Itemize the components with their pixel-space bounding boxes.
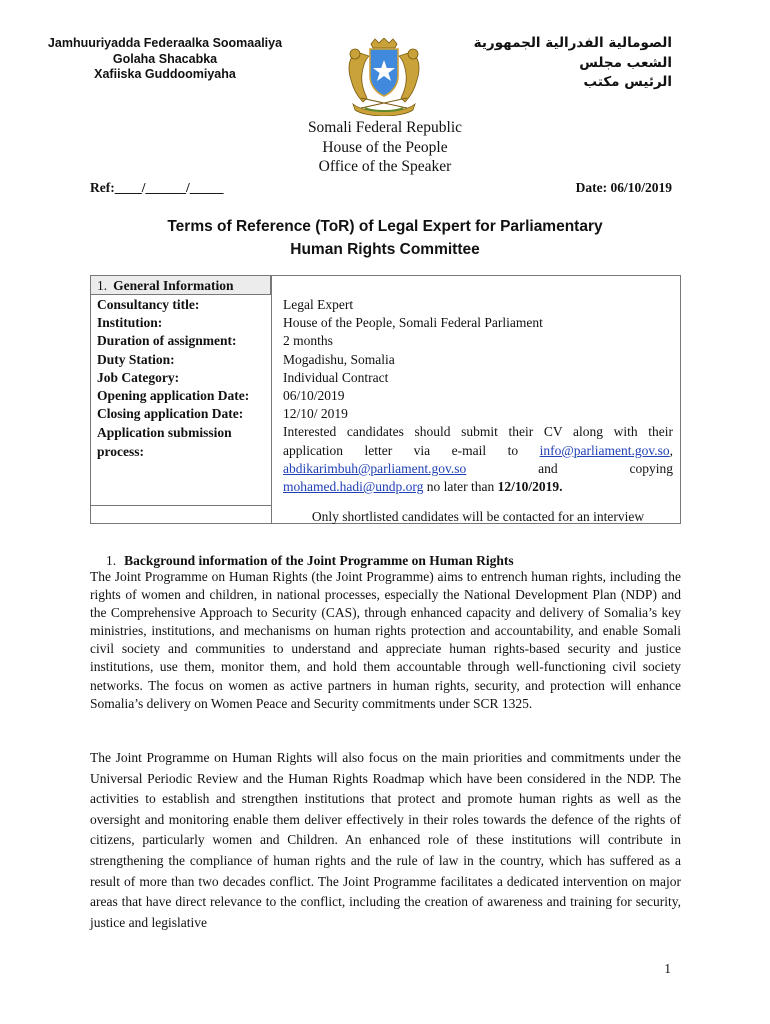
title-line: Human Rights Committee <box>290 241 480 258</box>
submission-deadline: 12/10/2019. <box>497 479 563 495</box>
header-right-line: الصومالية الفدرالية الجمهورية <box>473 35 672 51</box>
header-left-line: Golaha Shacabka <box>112 51 218 66</box>
table-label: Opening application Date: <box>97 388 250 404</box>
email-link-info[interactable]: info@parliament.gov.so <box>539 442 670 458</box>
document-title <box>90 215 680 261</box>
office-line: Office of the Speaker <box>318 158 452 175</box>
table-labels <box>97 296 267 461</box>
header-arabic-text <box>452 34 672 93</box>
table-label: Duty Station: <box>97 351 175 367</box>
table-divider <box>91 505 272 506</box>
table-value: Mogadishu, Somalia <box>283 351 395 367</box>
table-values <box>283 296 673 496</box>
shortlist-note: Only shortlisted candidates will be contacted for an interview <box>311 509 645 524</box>
header-somali-text <box>40 36 290 83</box>
somalia-coat-of-arms-emblem <box>335 38 433 116</box>
office-line: Somali Federal Republic <box>307 119 463 136</box>
header-left-line: Xafiiska Guddoomiyaha <box>94 67 236 81</box>
submission-line: Interested candidates should submit their CV along with their <box>283 424 673 440</box>
table-label: process: <box>97 443 144 459</box>
header-right-line: الرئيس مكتب <box>583 74 672 90</box>
reference-number: Ref:____/______/_____ <box>90 180 224 195</box>
office-block <box>235 118 535 177</box>
table-value: Individual Contract <box>283 369 389 385</box>
table-value: 06/10/2019 <box>283 388 345 404</box>
table-value: 2 months <box>283 333 333 349</box>
title-line: Terms of Reference (ToR) of Legal Expert for Parliamentary <box>167 218 603 235</box>
section-heading <box>97 278 234 294</box>
header-right-line: الشعب مجلس <box>579 54 672 71</box>
submission-punct: , <box>669 442 674 458</box>
background-heading <box>106 553 514 569</box>
table-label: Duration of assignment: <box>97 333 237 349</box>
table-label: Application submission <box>97 425 232 441</box>
table-label: Job Category: <box>97 369 180 385</box>
submission-text: no later than <box>426 479 495 495</box>
table-label: Closing application Date: <box>97 406 244 422</box>
section-number: 1. <box>97 278 108 293</box>
section-number: 1. <box>106 553 117 568</box>
general-information-table <box>90 275 681 524</box>
table-value: Legal Expert <box>283 297 354 312</box>
background-paragraph-2: The Joint Programme on Human Rights will also focus on the main priorities and commitments under the Universal Periodic Review and the Human Rights Roadmap which have been considered in the NDP. The activities to establish and strengthen institutions that protect and promote human rights as well as the oversight and monitoring enable them deliver effectively in their roles towards the defence of the rights of citizens, particularly women and Children. An enhanced role of these institutions will contribute in strengthening the compliance of human rights and the rule of law in the country, which has suffered as a result of more than two decades conflict. The Joint Programme facilitates a dedicated intervention on major areas that have direct relevance to the conflict, including the creation of awareness and training for security, justice and legislative <box>90 750 681 930</box>
background-paragraph-1: The Joint Programme on Human Rights (the Joint Programme) aims to entrench human rights, including the rights of women and children, in national processes, especially the National Development Plan (NDP) and the Comprehensive Approach to Security (CAS), through enhanced capacity and delivery of Somalia’s key ministries, institutions, and mechanisms on human rights protection and accountability, and enable Somali civil society and communities to understand and appreciate human rights-based security and justice institutions, use them, monitor them, and hold them accountable through well-functioning civil society networks. The focus on women as active partners in human rights, security, and protection will enhance Somalia’s delivery on Women Peace and Security commitments under SCR 1325. <box>90 569 681 711</box>
submission-text: copying <box>629 460 674 476</box>
email-link-abdikarim[interactable]: abdikarimbuh@parliament.gov.so <box>283 460 467 476</box>
header-left-line: Jamhuuriyadda Federaalka Soomaaliya <box>47 36 283 50</box>
table-value: 12/10/ 2019 <box>283 406 348 422</box>
submission-text: and <box>538 460 558 476</box>
document-date: Date: 06/10/2019 <box>575 180 672 195</box>
page-number: 1 <box>664 961 671 976</box>
section-heading-text: General Information <box>113 278 234 293</box>
submission-line <box>283 442 673 460</box>
email-link-mohamed[interactable]: mohamed.hadi@undp.org <box>283 479 424 495</box>
table-label: Institution: <box>97 315 163 331</box>
submission-text: application letter via e-mail to <box>283 442 519 458</box>
office-line: House of the People <box>322 138 448 156</box>
submission-line <box>283 460 673 478</box>
table-divider <box>271 276 272 523</box>
background-heading-text: Background information of the Joint Programme on Human Rights <box>124 553 514 568</box>
table-value: House of the People, Somali Federal Parliament <box>283 315 543 331</box>
table-label: Consultancy title: <box>97 297 200 312</box>
submission-line <box>283 478 673 496</box>
